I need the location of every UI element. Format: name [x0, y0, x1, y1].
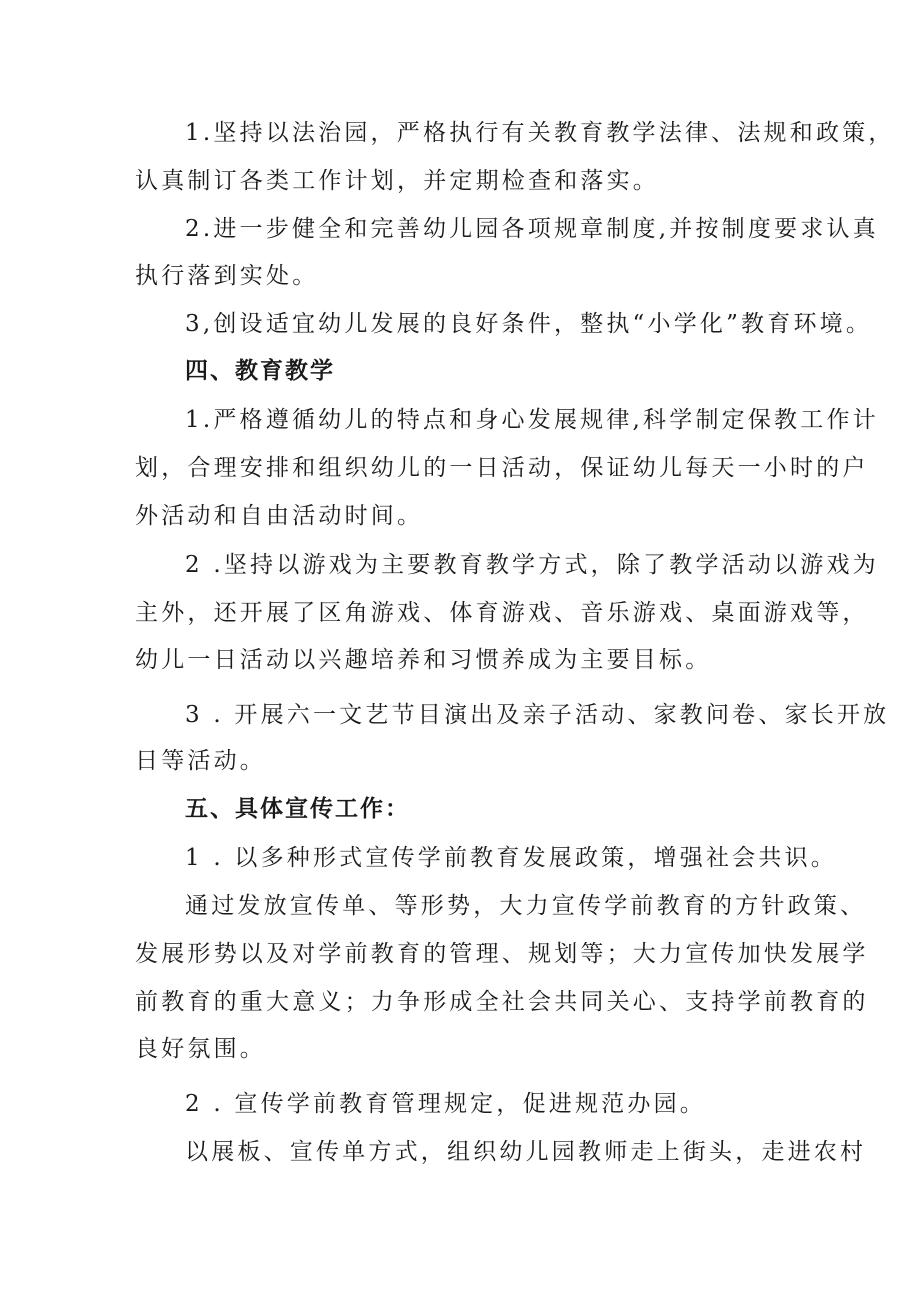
paragraph-line: 前教育的重大意义；力争形成全社会共同关心、支持学前教育的 [135, 989, 869, 1015]
paragraph-line: 外活动和自由活动时间。 [135, 503, 424, 529]
paragraph-line: 2.进一步健全和完善幼儿园各项规章制度,并按制度要求认真 [185, 216, 879, 242]
paragraph-line: 以展板、宣传单方式，组织幼儿园教师走上街头，走进农村 [185, 1139, 867, 1165]
paragraph-line: 2 .坚持以游戏为主要教育教学方式，除了教学活动以游戏为 [185, 552, 879, 578]
paragraph-line: 1.严格遵循幼儿的特点和身心发展规律,科学制定保教工作计 [185, 407, 879, 433]
paragraph-line: 良好氛围。 [135, 1036, 266, 1062]
paragraph-line: 2 . 宣传学前教育管理规定，促进规范办园。 [185, 1091, 706, 1117]
paragraph-line: 主外，还开展了区角游戏、体育游戏、音乐游戏、桌面游戏等， [135, 600, 869, 626]
paragraph-line: 3,创设适宜幼儿发展的良好条件，整执“小学化”教育环境。 [185, 311, 873, 337]
paragraph-line: 通过发放宣传单、等形势，大力宣传学前教育的方针政策、 [185, 893, 867, 919]
paragraph-line: 幼儿一日活动以兴趣培养和习惯养成为主要目标。 [135, 647, 712, 673]
paragraph-line: 执行落到实处。 [135, 263, 319, 289]
section-heading-5: 五、具体宣传工作： [185, 796, 410, 822]
section-heading-4: 四、教育教学 [185, 358, 335, 384]
paragraph-line: 1 . 以多种形式宣传学前教育发展政策，增强社会共识。 [185, 845, 837, 871]
paragraph-line: 划，合理安排和组织幼儿的一日活动，保证幼儿每天一小时的户 [135, 455, 869, 481]
paragraph-line: 日等活动。 [135, 748, 266, 774]
paragraph-line: 认真制订各类工作计划，并定期检查和落实。 [135, 168, 659, 194]
paragraph-line: 3 . 开展六一文艺节目演出及亲子活动、家教问卷、家长开放 [185, 702, 890, 728]
paragraph-line: 发展形势以及对学前教育的管理、规划等；大力宣传加快发展学 [135, 941, 869, 967]
paragraph-line: 1.坚持以法治园，严格执行有关教育教学法律、法规和政策， [185, 120, 895, 146]
